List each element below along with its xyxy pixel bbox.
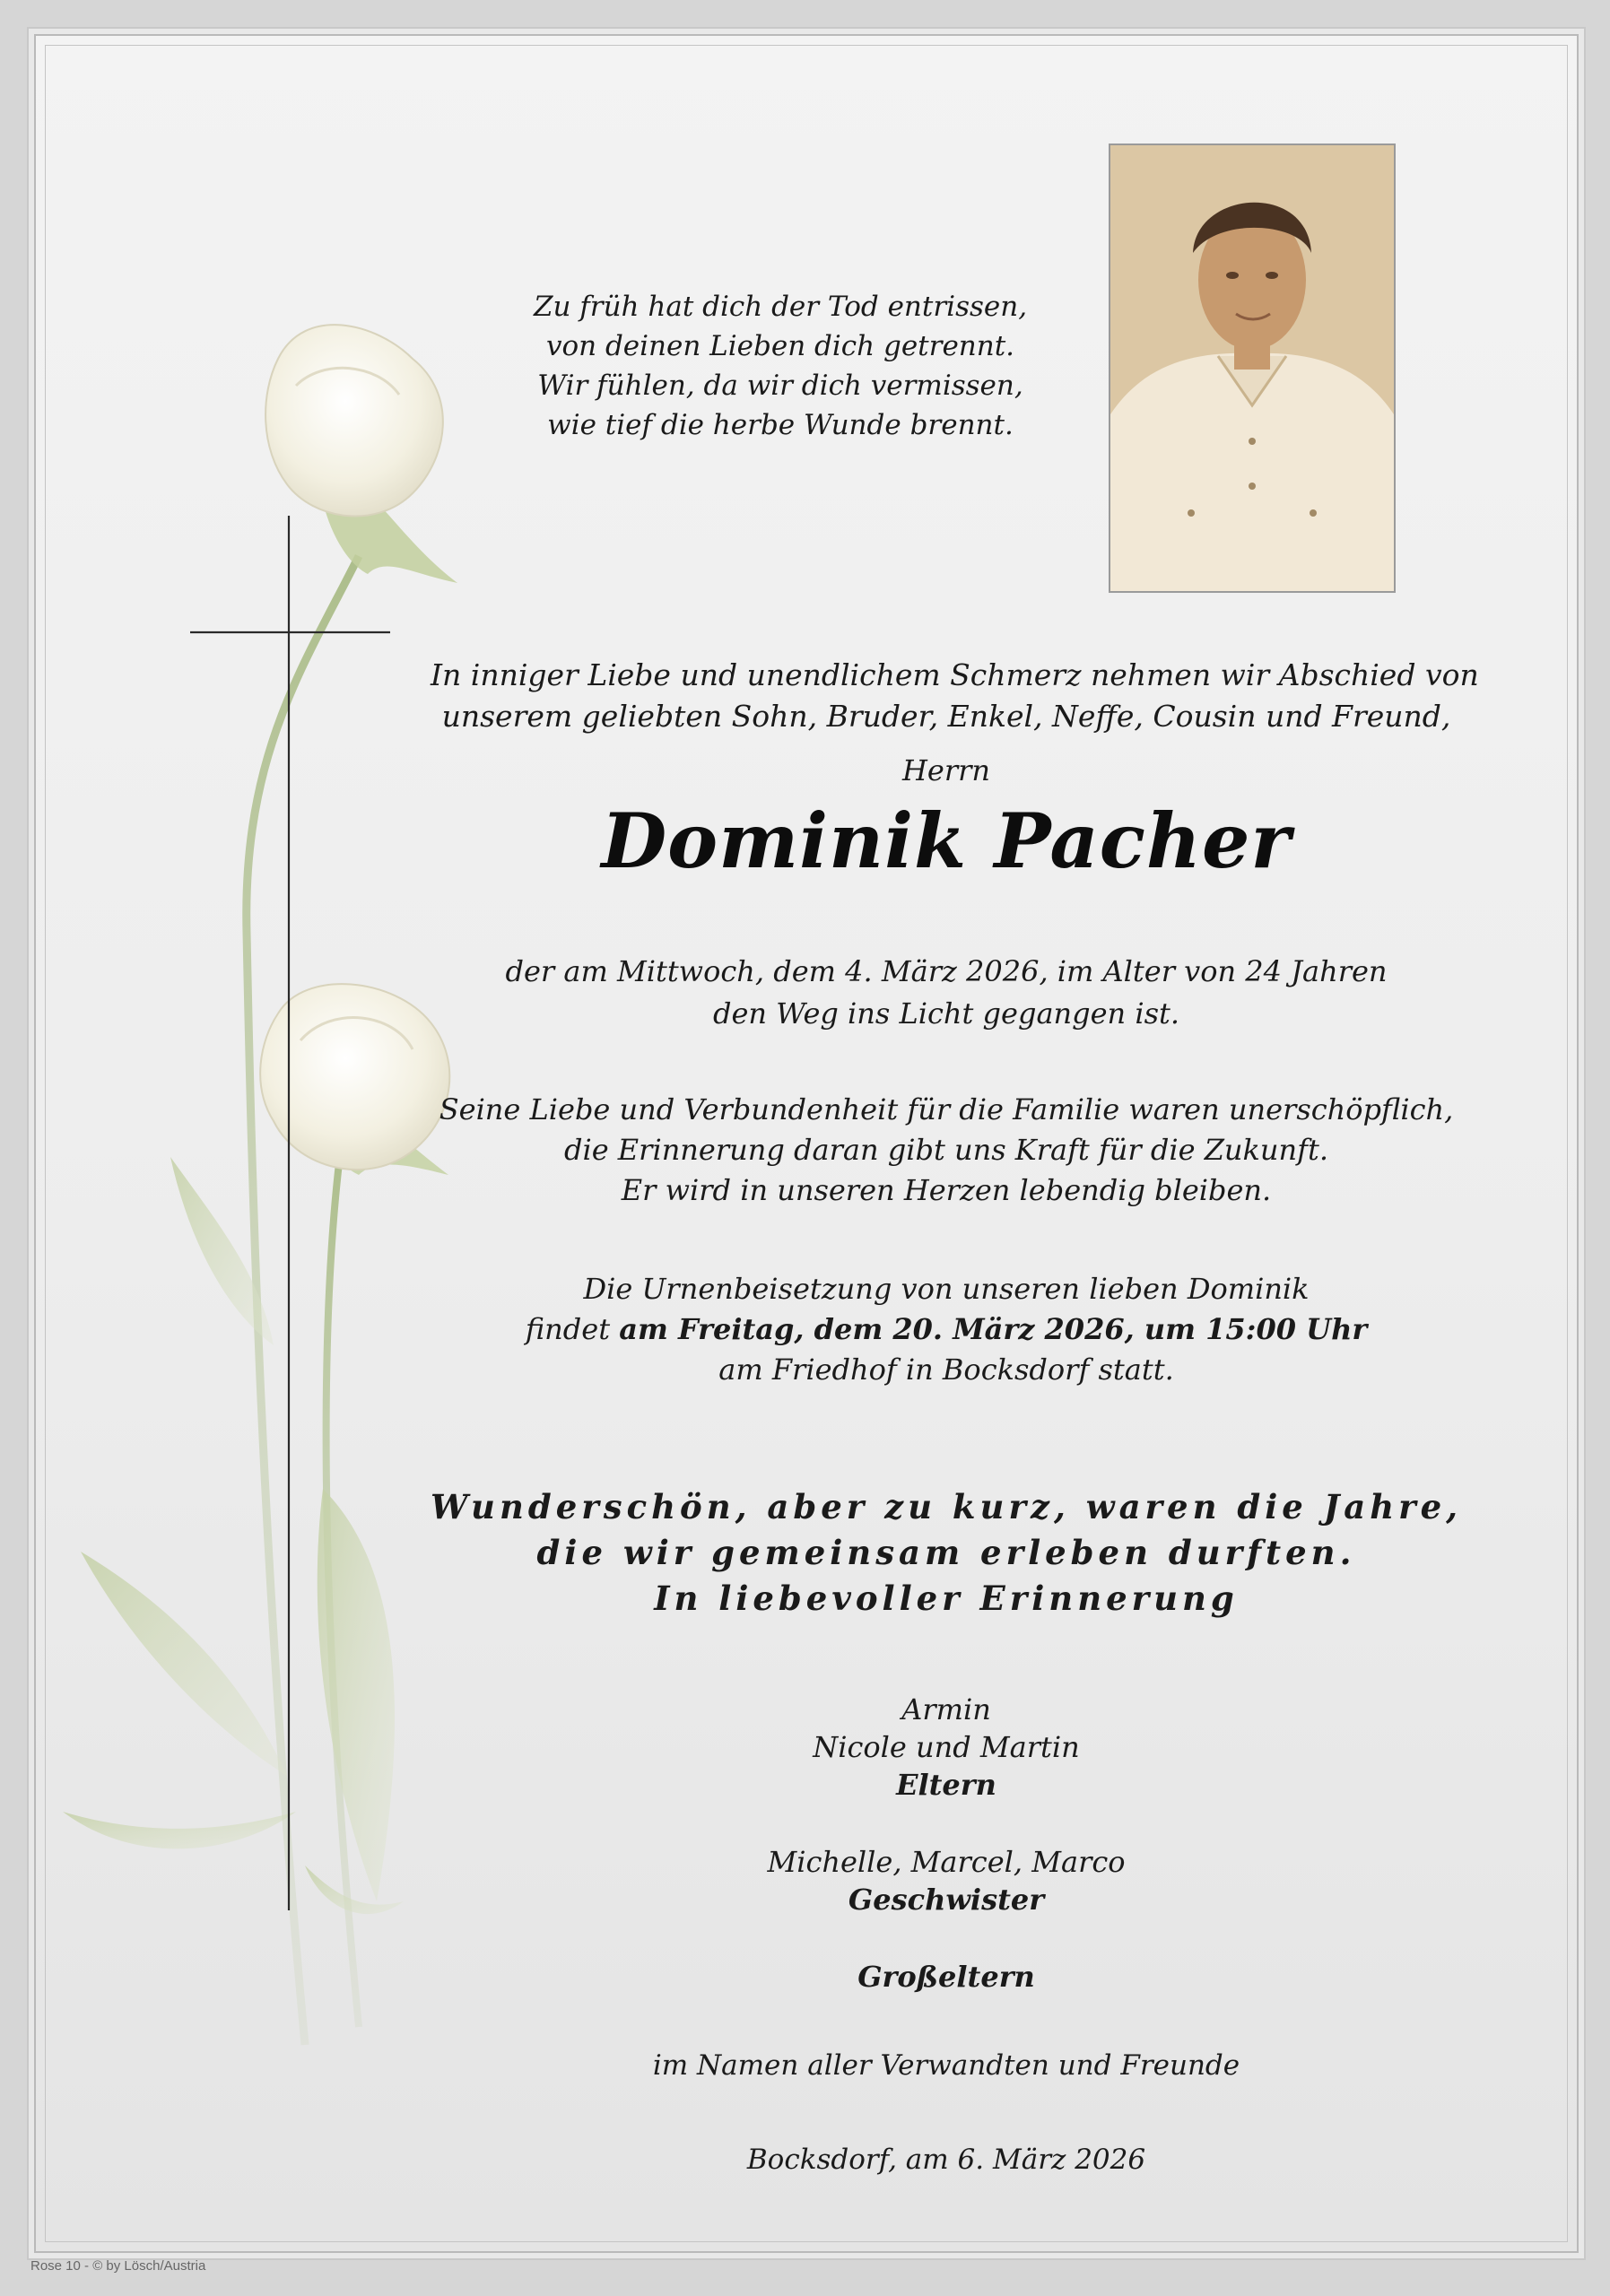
portrait-photo [1109, 144, 1396, 593]
leaf [81, 1552, 287, 1776]
deceased-name: Dominik Pacher [601, 796, 1292, 885]
funeral-details [431, 1269, 1462, 1390]
siblings-names: Michelle, Marcel, Marco [767, 1845, 1126, 1879]
motto-line: In liebevoller Erinnerung [654, 1578, 1239, 1618]
funeral-line [431, 1309, 1462, 1350]
title-label: Herrn [901, 753, 991, 787]
poem-verse [457, 287, 1103, 445]
love-line: Er wird in unseren Herzen lebendig bleiben. [621, 1173, 1272, 1207]
remembrance-text [431, 1090, 1462, 1211]
funeral-prefix: findet [525, 1312, 620, 1346]
parent-name: Armin [901, 1692, 991, 1726]
relatives-line: im Namen aller Verwandten und Freunde [652, 2049, 1240, 2082]
motto-line: Wunderschön, aber zu kurz, waren die Jahre, [431, 1487, 1463, 1526]
obituary-sheet [34, 34, 1579, 2253]
leaf [63, 1812, 296, 1848]
role-parents: Eltern [896, 1768, 996, 1802]
funeral-line: Die Urnenbeisetzung von unseren lieben Dominik [583, 1272, 1310, 1306]
leaf [318, 1489, 395, 1901]
rose-bloom-upper [265, 325, 443, 516]
intro-line: unserem geliebten Sohn, Bruder, Enkel, Neffe, Cousin und Freund, [441, 699, 1451, 734]
leaf [305, 1866, 404, 1914]
death-line: der am Mittwoch, dem 4. März 2026, im Alter von 24 Jahren [505, 954, 1388, 988]
poem-line: wie tief die herbe Wunde brennt. [547, 409, 1014, 441]
poem-line: Wir fühlen, da wir dich vermissen, [537, 370, 1023, 402]
love-line: die Erinnerung daran gibt uns Kraft für die Zukunft. [563, 1133, 1329, 1167]
parent-name: Nicole und Martin [813, 1730, 1080, 1764]
farewell-intro [431, 655, 1479, 737]
memorial-motto [431, 1484, 1462, 1622]
role-grandparents: Großeltern [857, 1960, 1035, 1994]
funeral-line: am Friedhof in Bocksdorf statt. [718, 1352, 1174, 1387]
funeral-date-time: am Freitag, dem 20. März 2026, um 15:00 Uhr [619, 1312, 1368, 1346]
portrait-image [1110, 145, 1394, 591]
death-notice [431, 951, 1462, 1035]
role-siblings: Geschwister [848, 1883, 1045, 1917]
intro-line: In inniger Liebe und unendlichem Schmerz nehmen wir Abschied von [431, 657, 1479, 692]
motto-line: die wir gemeinsam erleben durften. [536, 1533, 1356, 1572]
family-list [431, 1691, 1462, 1996]
place-and-date: Bocksdorf, am 6. März 2026 [746, 2144, 1146, 2176]
death-line: den Weg ins Licht gegangen ist. [712, 996, 1180, 1031]
poem-line: Zu früh hat dich der Tod entrissen, [533, 291, 1028, 323]
poem-line: von deinen Lieben dich getrennt. [545, 330, 1015, 362]
love-line: Seine Liebe und Verbundenheit für die Familie waren unerschöpflich, [439, 1092, 1454, 1126]
template-credit: Rose 10 - © by Lösch/Austria [30, 2258, 206, 2274]
